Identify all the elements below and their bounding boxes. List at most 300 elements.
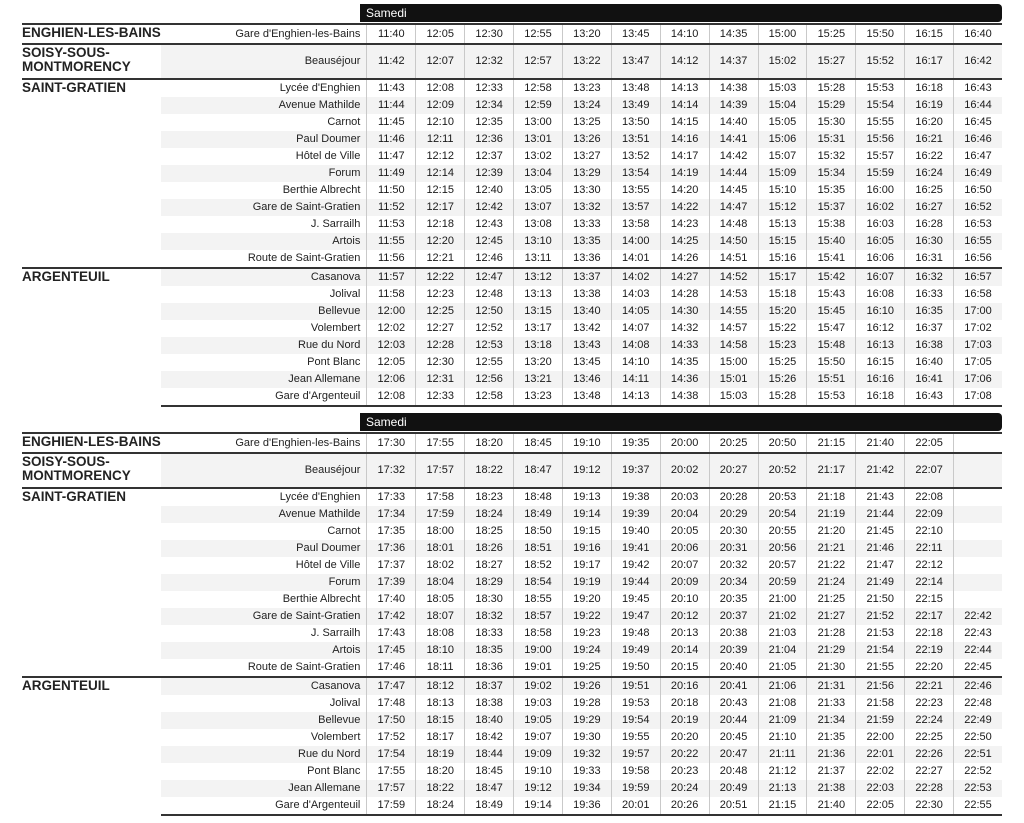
time-cell: 12:33 (465, 79, 514, 97)
town-name: ENGHIEN-LES-BAINS (22, 24, 161, 44)
time-cell: 12:33 (416, 388, 465, 406)
time-cell: 14:22 (660, 199, 709, 216)
table-row (22, 695, 1002, 712)
time-cell: 14:38 (660, 388, 709, 406)
time-cell: 19:02 (514, 677, 563, 695)
time-cell: 15:51 (807, 371, 856, 388)
time-cell: 13:02 (514, 148, 563, 165)
time-cell: 20:39 (709, 642, 758, 659)
time-cell: 19:44 (611, 574, 660, 591)
time-cell: 11:46 (367, 131, 416, 148)
time-cell: 12:55 (514, 24, 563, 44)
time-cell: 15:09 (758, 165, 807, 182)
time-cell: 20:57 (758, 557, 807, 574)
time-cell: 17:00 (954, 303, 1002, 320)
time-cell: 14:13 (611, 388, 660, 406)
stop-name: J. Sarrailh (310, 627, 361, 639)
town-name: ENGHIEN-LES-BAINS (22, 433, 161, 453)
table-row (22, 97, 1002, 114)
time-cell: 19:12 (514, 780, 563, 797)
time-cell: 14:41 (709, 131, 758, 148)
time-cell: 17:43 (367, 625, 416, 642)
time-cell: 18:30 (465, 591, 514, 608)
time-cell: 21:19 (807, 506, 856, 523)
stop-name: Jean Allemane (161, 371, 367, 388)
stop-name: Jolival (329, 288, 361, 300)
day-header (360, 4, 1002, 22)
time-cell: 12:31 (416, 371, 465, 388)
time-cell: 16:24 (905, 165, 954, 182)
time-cell: 21:47 (856, 557, 905, 574)
time-cell: 14:50 (709, 233, 758, 250)
time-cell: 17:03 (954, 337, 1002, 354)
time-cell: 20:25 (709, 433, 758, 453)
time-cell: 20:30 (709, 523, 758, 540)
time-cell: 12:30 (465, 24, 514, 44)
time-cell: 15:12 (758, 199, 807, 216)
time-cell: 19:01 (514, 659, 563, 677)
time-cell: 18:02 (416, 557, 465, 574)
time-cell: 12:58 (465, 388, 514, 406)
time-cell: 13:27 (562, 148, 611, 165)
time-cell: 20:48 (709, 763, 758, 780)
time-cell: 19:50 (611, 659, 660, 677)
time-cell: 12:12 (416, 148, 465, 165)
time-cell: 17:50 (367, 712, 416, 729)
time-cell: 19:45 (611, 591, 660, 608)
time-cell: 17:46 (367, 659, 416, 677)
time-cell: 14:37 (709, 44, 758, 79)
time-cell: 19:32 (562, 746, 611, 763)
time-cell: 15:52 (856, 44, 905, 79)
time-cell: 14:32 (660, 320, 709, 337)
time-cell: 14:47 (709, 199, 758, 216)
time-cell: 12:25 (416, 303, 465, 320)
time-cell: 21:43 (856, 488, 905, 506)
time-cell: 18:36 (465, 659, 514, 677)
time-cell: 16:17 (905, 44, 954, 79)
time-cell: 15:20 (758, 303, 807, 320)
time-cell: 18:13 (416, 695, 465, 712)
time-cell: 19:37 (611, 453, 660, 488)
time-cell: 13:57 (611, 199, 660, 216)
time-cell: 14:27 (660, 268, 709, 286)
time-cell: 15:47 (807, 320, 856, 337)
time-cell: 15:30 (807, 114, 856, 131)
time-cell: 15:00 (758, 24, 807, 44)
time-cell: 21:42 (856, 453, 905, 488)
table-row (22, 746, 1002, 763)
time-cell: 20:06 (660, 540, 709, 557)
time-cell: 17:57 (367, 780, 416, 797)
time-cell: 21:08 (758, 695, 807, 712)
time-cell: 15:07 (758, 148, 807, 165)
time-cell: 20:15 (660, 659, 709, 677)
time-cell: 12:06 (367, 371, 416, 388)
time-cell: 21:34 (807, 712, 856, 729)
time-cell: 19:14 (562, 506, 611, 523)
stop-name: Gare d'Argenteuil (161, 797, 367, 815)
time-cell: 20:00 (660, 433, 709, 453)
time-cell: 16:35 (905, 303, 954, 320)
time-cell: 19:13 (562, 488, 611, 506)
time-cell: 15:23 (758, 337, 807, 354)
time-cell: 16:22 (905, 148, 954, 165)
time-cell: 18:11 (416, 659, 465, 677)
time-cell: 21:46 (856, 540, 905, 557)
time-cell: 16:02 (856, 199, 905, 216)
time-cell: 14:51 (709, 250, 758, 268)
time-cell: 21:44 (856, 506, 905, 523)
time-cell: 21:33 (807, 695, 856, 712)
time-cell: 15:25 (758, 354, 807, 371)
time-cell: 16:18 (856, 388, 905, 406)
time-cell: 21:59 (856, 712, 905, 729)
time-cell: 14:30 (660, 303, 709, 320)
time-cell: 14:15 (660, 114, 709, 131)
time-cell: 14:14 (660, 97, 709, 114)
stop-name: Carnot (327, 525, 361, 537)
stop-name: Pont Blanc (307, 765, 361, 777)
time-cell: 21:30 (807, 659, 856, 677)
time-cell: 15:53 (856, 79, 905, 97)
stop-name: Forum (161, 165, 367, 182)
timetable-1 (22, 23, 1002, 407)
time-cell: 20:02 (660, 453, 709, 488)
time-cell: 22:44 (954, 642, 1002, 659)
time-cell: 17:59 (416, 506, 465, 523)
time-cell: 20:29 (709, 506, 758, 523)
time-cell: 16:28 (905, 216, 954, 233)
time-cell (954, 523, 1002, 540)
stop-name: Jean Allemane (161, 780, 367, 797)
time-cell: 16:08 (856, 286, 905, 303)
time-cell: 13:37 (562, 268, 611, 286)
time-cell: 19:59 (611, 780, 660, 797)
time-cell: 19:07 (514, 729, 563, 746)
time-cell: 15:29 (807, 97, 856, 114)
time-cell: 12:39 (465, 165, 514, 182)
time-cell: 18:47 (514, 453, 563, 488)
time-cell: 15:34 (807, 165, 856, 182)
time-cell: 18:07 (416, 608, 465, 625)
time-cell: 11:47 (367, 148, 416, 165)
time-cell: 16:15 (856, 354, 905, 371)
time-cell: 11:49 (367, 165, 416, 182)
time-cell: 12:45 (465, 233, 514, 250)
time-cell: 18:15 (416, 712, 465, 729)
table-row (22, 268, 1002, 286)
stop-name: Route de Saint-Gratien (247, 252, 361, 264)
time-cell: 14:45 (709, 182, 758, 199)
time-cell: 20:47 (709, 746, 758, 763)
time-cell: 17:33 (367, 488, 416, 506)
time-cell: 16:56 (954, 250, 1002, 268)
time-cell: 19:36 (562, 797, 611, 815)
time-cell: 14:58 (709, 337, 758, 354)
time-cell: 22:45 (954, 659, 1002, 677)
time-cell: 20:37 (709, 608, 758, 625)
table-row (22, 591, 1002, 608)
time-cell: 17:05 (954, 354, 1002, 371)
time-cell: 12:02 (367, 320, 416, 337)
table-row (22, 712, 1002, 729)
table-row (22, 763, 1002, 780)
time-cell: 12:17 (416, 199, 465, 216)
time-cell: 12:32 (465, 44, 514, 79)
time-cell: 12:52 (465, 320, 514, 337)
time-cell: 11:52 (367, 199, 416, 216)
time-cell: 16:57 (954, 268, 1002, 286)
stop-name: Gare d'Enghien-les-Bains (161, 24, 367, 44)
time-cell: 14:11 (611, 371, 660, 388)
time-cell: 20:18 (660, 695, 709, 712)
stop-name: Avenue Mathilde (161, 506, 367, 523)
time-cell: 12:43 (465, 216, 514, 233)
time-cell: 20:01 (611, 797, 660, 815)
time-cell: 14:05 (611, 303, 660, 320)
time-cell: 15:37 (807, 199, 856, 216)
time-cell: 16:31 (905, 250, 954, 268)
time-cell: 20:24 (660, 780, 709, 797)
time-cell: 18:45 (514, 433, 563, 453)
time-cell (954, 453, 1002, 488)
time-cell: 22:27 (905, 763, 954, 780)
stop-name: Carnot (327, 116, 361, 128)
time-cell: 15:03 (758, 79, 807, 97)
time-cell: 19:22 (562, 608, 611, 625)
time-cell: 17:42 (367, 608, 416, 625)
time-cell: 20:23 (660, 763, 709, 780)
time-cell: 19:15 (562, 523, 611, 540)
time-cell: 12:15 (416, 182, 465, 199)
time-cell: 18:08 (416, 625, 465, 642)
time-cell: 18:44 (465, 746, 514, 763)
time-cell: 16:53 (954, 216, 1002, 233)
time-cell: 12:00 (367, 303, 416, 320)
time-cell: 14:03 (611, 286, 660, 303)
time-cell: 14:42 (709, 148, 758, 165)
time-cell: 12:59 (514, 97, 563, 114)
town-name: SAINT-GRATIEN (22, 79, 161, 268)
stop-name: Gare d'Argenteuil (161, 388, 367, 406)
table-row (22, 625, 1002, 642)
stop-name: Hôtel de Ville (295, 150, 361, 162)
time-cell: 14:33 (660, 337, 709, 354)
time-cell: 21:11 (758, 746, 807, 763)
stop-name: Paul Doumer (161, 131, 367, 148)
time-cell: 19:05 (514, 712, 563, 729)
time-cell: 13:49 (611, 97, 660, 114)
time-cell: 13:42 (562, 320, 611, 337)
time-cell: 12:36 (465, 131, 514, 148)
time-cell: 12:14 (416, 165, 465, 182)
time-cell: 22:02 (856, 763, 905, 780)
time-cell: 19:51 (611, 677, 660, 695)
time-cell: 20:16 (660, 677, 709, 695)
time-cell: 22:52 (954, 763, 1002, 780)
time-cell: 12:20 (416, 233, 465, 250)
stop-name: Avenue Mathilde (161, 97, 367, 114)
time-cell: 22:05 (856, 797, 905, 815)
time-cell: 18:27 (465, 557, 514, 574)
time-cell: 18:12 (416, 677, 465, 695)
time-cell: 12:50 (465, 303, 514, 320)
time-cell: 18:10 (416, 642, 465, 659)
time-cell: 14:23 (660, 216, 709, 233)
time-cell: 13:23 (562, 79, 611, 97)
time-cell: 14:07 (611, 320, 660, 337)
time-cell: 16:38 (905, 337, 954, 354)
time-cell: 12:48 (465, 286, 514, 303)
time-cell: 11:57 (367, 268, 416, 286)
time-cell: 22:07 (905, 453, 954, 488)
stop-name: Rue du Nord (161, 746, 367, 763)
table-row (22, 659, 1002, 677)
time-cell: 21:55 (856, 659, 905, 677)
time-cell: 18:57 (514, 608, 563, 625)
time-cell: 18:26 (465, 540, 514, 557)
town-name: SOISY-SOUS-MONTMORENCY (22, 453, 161, 488)
time-cell: 13:55 (611, 182, 660, 199)
time-cell: 12:40 (465, 182, 514, 199)
time-cell: 19:10 (514, 763, 563, 780)
time-cell: 13:30 (562, 182, 611, 199)
time-cell: 20:14 (660, 642, 709, 659)
time-cell: 22:18 (905, 625, 954, 642)
day-header (360, 413, 1002, 431)
time-cell: 11:56 (367, 250, 416, 268)
time-cell: 15:18 (758, 286, 807, 303)
time-cell: 14:28 (660, 286, 709, 303)
time-cell: 20:45 (709, 729, 758, 746)
time-cell: 19:20 (562, 591, 611, 608)
time-cell: 13:20 (562, 24, 611, 44)
time-cell: 14:13 (660, 79, 709, 97)
time-cell: 16:47 (954, 148, 1002, 165)
time-cell: 14:55 (709, 303, 758, 320)
time-cell: 12:35 (465, 114, 514, 131)
time-cell: 21:09 (758, 712, 807, 729)
time-cell: 14:25 (660, 233, 709, 250)
time-cell: 19:42 (611, 557, 660, 574)
time-cell: 13:45 (562, 354, 611, 371)
time-cell: 15:02 (758, 44, 807, 79)
time-cell: 11:50 (367, 182, 416, 199)
table-row (22, 250, 1002, 268)
time-cell: 21:52 (856, 608, 905, 625)
time-cell: 18:42 (465, 729, 514, 746)
time-cell: 18:47 (465, 780, 514, 797)
table-row (22, 729, 1002, 746)
time-cell: 16:44 (954, 97, 1002, 114)
time-cell: 19:23 (562, 625, 611, 642)
time-cell: 19:34 (562, 780, 611, 797)
time-cell: 19:39 (611, 506, 660, 523)
table-row (22, 506, 1002, 523)
time-cell: 22:53 (954, 780, 1002, 797)
time-cell: 11:44 (367, 97, 416, 114)
time-cell: 13:01 (514, 131, 563, 148)
time-cell: 16:20 (905, 114, 954, 131)
time-cell: 12:56 (465, 371, 514, 388)
time-cell: 20:20 (660, 729, 709, 746)
time-cell: 18:29 (465, 574, 514, 591)
time-cell: 18:20 (416, 763, 465, 780)
time-cell: 16:19 (905, 97, 954, 114)
time-cell: 12:10 (416, 114, 465, 131)
time-cell: 21:35 (807, 729, 856, 746)
time-cell: 20:56 (758, 540, 807, 557)
time-cell: 11:58 (367, 286, 416, 303)
time-cell: 22:46 (954, 677, 1002, 695)
stop-name: Berthie Albrecht (282, 184, 361, 196)
time-cell: 17:55 (416, 433, 465, 453)
time-cell: 22:30 (905, 797, 954, 815)
time-cell: 14:53 (709, 286, 758, 303)
time-cell: 14:16 (660, 131, 709, 148)
time-cell: 15:28 (807, 79, 856, 97)
time-cell: 21:10 (758, 729, 807, 746)
town-name: SOISY-SOUS-MONTMORENCY (22, 44, 161, 79)
time-cell: 19:58 (611, 763, 660, 780)
time-cell: 16:50 (954, 182, 1002, 199)
time-cell: 22:43 (954, 625, 1002, 642)
time-cell: 22:01 (856, 746, 905, 763)
time-cell: 21:06 (758, 677, 807, 695)
table-row (22, 233, 1002, 250)
table-row (22, 388, 1002, 406)
time-cell: 14:52 (709, 268, 758, 286)
time-cell: 19:35 (611, 433, 660, 453)
time-cell: 20:04 (660, 506, 709, 523)
time-cell: 20:51 (709, 797, 758, 815)
time-cell: 12:42 (465, 199, 514, 216)
table-row (22, 677, 1002, 695)
table-row (22, 182, 1002, 199)
time-cell: 22:50 (954, 729, 1002, 746)
time-cell: 22:28 (905, 780, 954, 797)
time-cell: 15:42 (807, 268, 856, 286)
timetable-2 (22, 432, 1002, 816)
time-cell: 12:11 (416, 131, 465, 148)
time-cell (954, 574, 1002, 591)
time-cell: 11:45 (367, 114, 416, 131)
time-cell: 14:35 (660, 354, 709, 371)
time-cell: 20:59 (758, 574, 807, 591)
time-cell: 20:53 (758, 488, 807, 506)
time-cell: 17:52 (367, 729, 416, 746)
time-cell: 13:50 (611, 114, 660, 131)
time-cell: 22:15 (905, 591, 954, 608)
time-cell: 18:05 (416, 591, 465, 608)
time-cell: 21:31 (807, 677, 856, 695)
stop-name: Gare de Saint-Gratien (161, 199, 367, 216)
time-cell: 16:00 (856, 182, 905, 199)
table-row (22, 488, 1002, 506)
time-cell: 19:38 (611, 488, 660, 506)
table-row (22, 433, 1002, 453)
time-cell: 13:10 (514, 233, 563, 250)
table-row (22, 114, 1002, 131)
stop-name: J. Sarrailh (310, 218, 361, 230)
table-row (22, 216, 1002, 233)
time-cell: 16:32 (905, 268, 954, 286)
time-cell: 12:53 (465, 337, 514, 354)
time-cell: 18:52 (514, 557, 563, 574)
table-row (22, 286, 1002, 303)
time-cell: 11:55 (367, 233, 416, 250)
